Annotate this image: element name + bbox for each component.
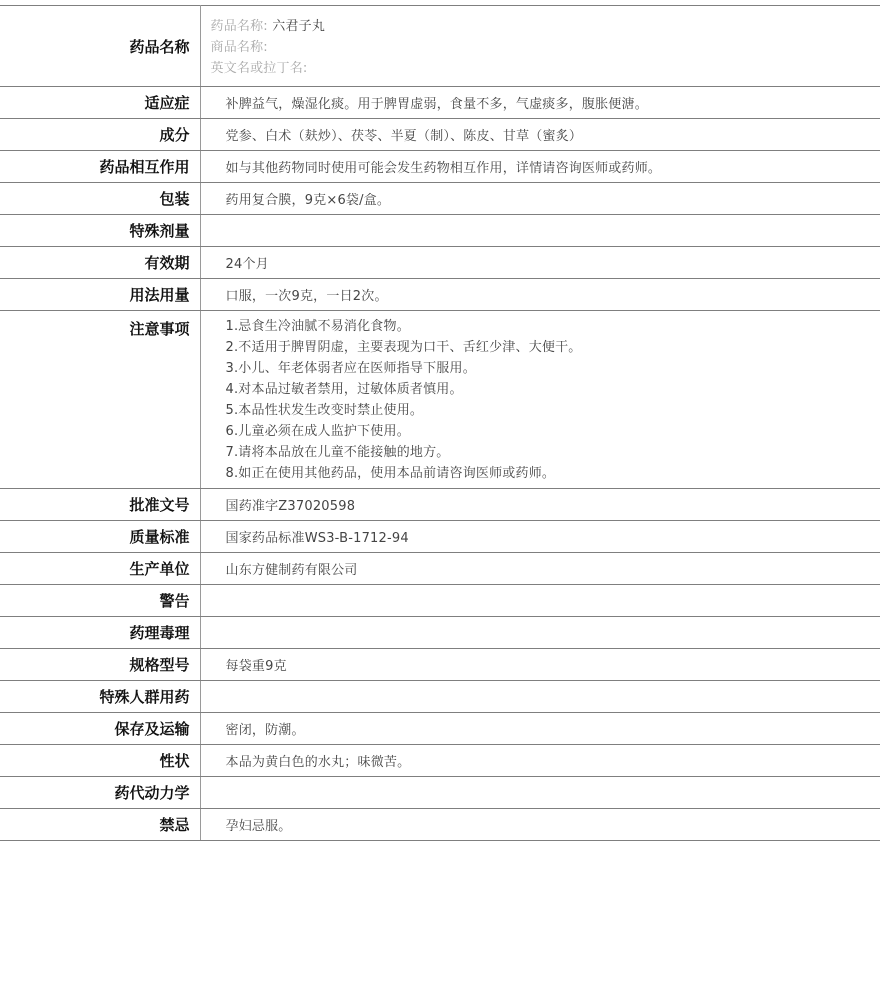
row-value: 国家药品标准WS3-B-1712-94 <box>200 521 880 553</box>
precaution-item: 2.不适用于脾胃阴虚，主要表现为口干、舌红少津、大便干。 <box>225 340 582 355</box>
row-label: 批准文号 <box>0 489 200 521</box>
row-value: 补脾益气，燥湿化痰。用于脾胃虚弱，食量不多，气虚痰多，腹胀便溏。 <box>200 87 880 119</box>
row-label: 质量标准 <box>0 521 200 553</box>
generic-name-line <box>211 16 880 37</box>
pharmacokinetics-row <box>0 777 880 809</box>
pharmacology-row <box>0 617 880 649</box>
dosage-row <box>0 279 880 311</box>
special-population-row <box>0 681 880 713</box>
row-label: 特殊剂量 <box>0 215 200 247</box>
row-label: 性状 <box>0 745 200 777</box>
row-value: 口服，一次9克，一日2次。 <box>200 279 880 311</box>
trade-name-line <box>211 37 880 58</box>
row-label: 有效期 <box>0 247 200 279</box>
row-label: 药代动力学 <box>0 777 200 809</box>
interactions-row <box>0 151 880 183</box>
row-value: 孕妇忌服。 <box>200 809 880 841</box>
ingredients-row <box>0 119 880 151</box>
precaution-item: 7.请将本品放在儿童不能接触的地方。 <box>225 445 450 460</box>
row-value: 本品为黄白色的水丸；味微苦。 <box>200 745 880 777</box>
precaution-item: 8.如正在使用其他药品，使用本品前请咨询医师或药师。 <box>225 466 556 481</box>
generic-name-key: 药品名称: <box>210 19 268 34</box>
drug-info-table <box>0 5 880 841</box>
row-label: 药品相互作用 <box>0 151 200 183</box>
precaution-item: 5.本品性状发生改变时禁止使用。 <box>225 403 424 418</box>
precaution-item: 3.小儿、年老体弱者应在医师指导下服用。 <box>225 361 476 376</box>
contraindications-row <box>0 809 880 841</box>
row-label: 禁忌 <box>0 809 200 841</box>
precautions-label: 注意事项 <box>0 311 200 489</box>
approval-number-row <box>0 489 880 521</box>
row-value <box>200 681 880 713</box>
row-label: 用法用量 <box>0 279 200 311</box>
row-value <box>200 617 880 649</box>
row-value: 24个月 <box>200 247 880 279</box>
indications-row <box>0 87 880 119</box>
row-label: 药理毒理 <box>0 617 200 649</box>
row-value: 每袋重9克 <box>200 649 880 681</box>
row-label: 成分 <box>0 119 200 151</box>
quality-standard-row <box>0 521 880 553</box>
packaging-row <box>0 183 880 215</box>
specification-row <box>0 649 880 681</box>
drug-name-row <box>0 6 880 87</box>
warning-row <box>0 585 880 617</box>
row-value: 党参、白术（麸炒）、茯苓、半夏（制）、陈皮、甘草（蜜炙） <box>200 119 880 151</box>
row-value: 山东方健制药有限公司 <box>200 553 880 585</box>
row-value: 国药准字Z37020598 <box>200 489 880 521</box>
drug-name-label: 药品名称 <box>0 6 200 87</box>
row-label: 特殊人群用药 <box>0 681 200 713</box>
english-name-key: 英文名或拉丁名: <box>210 61 308 76</box>
precaution-item: 4.对本品过敏者禁用，过敏体质者慎用。 <box>225 382 463 397</box>
row-value: 密闭，防潮。 <box>200 713 880 745</box>
trade-name-key: 商品名称: <box>210 40 268 55</box>
manufacturer-row <box>0 553 880 585</box>
precaution-item: 1.忌食生冷油腻不易消化食物。 <box>225 319 410 334</box>
row-value <box>200 777 880 809</box>
row-label: 规格型号 <box>0 649 200 681</box>
row-label: 警告 <box>0 585 200 617</box>
storage-row <box>0 713 880 745</box>
row-value <box>200 215 880 247</box>
row-value: 如与其他药物同时使用可能会发生药物相互作用，详情请咨询医师或药师。 <box>200 151 880 183</box>
row-value: 药用复合膜，9克×6袋/盒。 <box>200 183 880 215</box>
precautions-list <box>200 311 880 489</box>
row-label: 生产单位 <box>0 553 200 585</box>
row-value <box>200 585 880 617</box>
special-dosage-row <box>0 215 880 247</box>
shelf-life-row <box>0 247 880 279</box>
english-name-line <box>211 58 880 79</box>
precautions-row <box>0 311 880 489</box>
row-label: 适应症 <box>0 87 200 119</box>
row-label: 保存及运输 <box>0 713 200 745</box>
row-label: 包装 <box>0 183 200 215</box>
precaution-item: 6.儿童必须在成人监护下使用。 <box>225 424 410 439</box>
drug-name-value <box>200 6 880 87</box>
generic-name-value: 六君子丸 <box>272 19 326 34</box>
appearance-row <box>0 745 880 777</box>
